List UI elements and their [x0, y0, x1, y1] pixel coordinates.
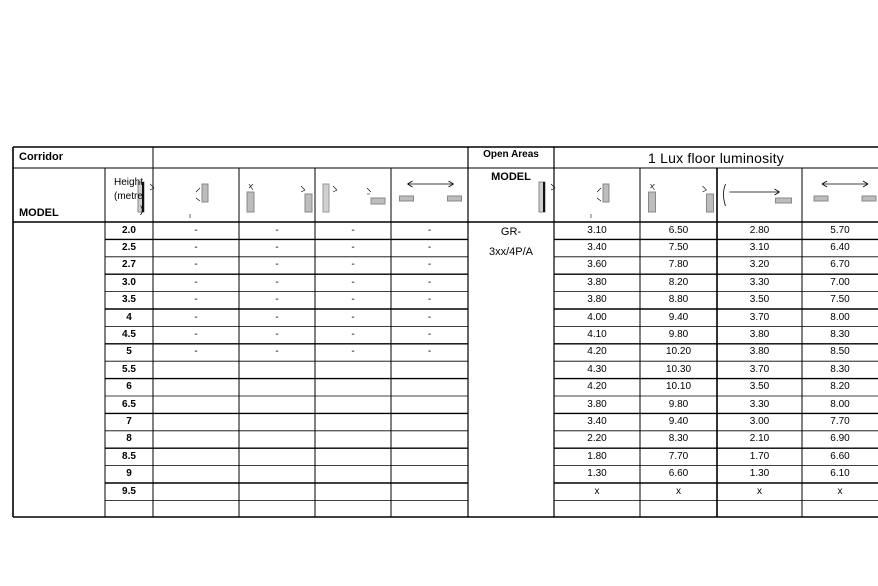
- corridor-value-cell: [391, 396, 468, 413]
- open-area-value-cell: 3.80: [587, 294, 607, 306]
- open-area-value-cell: 4.20: [587, 346, 607, 358]
- open-area-value-cell: 3.70: [749, 311, 770, 323]
- corridor-value-cell: [391, 413, 468, 430]
- open-area-value-cell: 9.80: [668, 329, 689, 341]
- corridor-value-cell: [153, 448, 239, 465]
- wall-fixture-side-icon: [649, 184, 714, 212]
- corridor-value-cell: -: [351, 329, 355, 341]
- open-area-value-cell: 2.80: [749, 224, 770, 236]
- height-cell: 6.5: [122, 398, 136, 410]
- model-header-right: MODEL: [491, 170, 531, 183]
- corridor-header: Corridor: [19, 150, 63, 163]
- corridor-value-cell: [391, 483, 468, 500]
- open-area-value-cell: 4.20: [587, 381, 607, 393]
- corridor-value-cell: -: [194, 224, 198, 236]
- height-cell: 6: [126, 381, 132, 393]
- corridor-value-cell: -: [275, 329, 279, 341]
- open-area-value-cell: 3.80: [749, 329, 770, 341]
- open-area-value-cell: 6.70: [830, 259, 850, 271]
- open-area-value-cell: 3.30: [749, 276, 770, 288]
- corridor-value-cell: [153, 483, 239, 500]
- corridor-value-cell: [153, 361, 239, 378]
- open-area-value-cell: 10.20: [665, 346, 692, 358]
- open-area-value-cell: 3.80: [587, 398, 607, 410]
- corridor-value-cell: [153, 379, 239, 396]
- corridor-value-cell: -: [351, 311, 355, 323]
- corridor-value-cell: -: [194, 346, 198, 358]
- height-cell: 3.5: [122, 294, 136, 306]
- height-cell: 4: [126, 311, 132, 323]
- corridor-value-cell: -: [194, 329, 198, 341]
- open-area-value-cell: 2.20: [587, 433, 607, 445]
- corridor-value-cell: [239, 413, 315, 430]
- height-label-line: (metre: [114, 191, 143, 202]
- height-cell: 4.5: [122, 329, 136, 341]
- corridor-value-cell: [239, 448, 315, 465]
- open-area-value-cell: 1.70: [749, 450, 770, 462]
- wall-fixture-side-icon: [247, 184, 312, 212]
- open-area-value-cell: 6.90: [830, 433, 850, 445]
- open-area-value-cell: 3.80: [749, 346, 770, 358]
- open-area-value-cell: 3.30: [749, 398, 770, 410]
- corridor-value-cell: [239, 379, 315, 396]
- open-area-value-cell: 7.80: [668, 259, 689, 271]
- height-cell: 7: [126, 416, 132, 428]
- height-cell: 5.5: [122, 363, 136, 375]
- corridor-value-cell: -: [351, 224, 355, 236]
- open-area-value-cell: 1.80: [587, 450, 607, 462]
- model-value-line: GR-: [500, 226, 522, 238]
- open-area-value-cell: 8.30: [830, 363, 850, 375]
- luminosity-title: 1 Lux floor luminosity: [648, 150, 784, 166]
- height-label-line: Height: [114, 177, 143, 188]
- open-area-value-cell: 10.30: [665, 363, 692, 375]
- open-area-value-cell: 7.70: [668, 450, 689, 462]
- open-area-value-cell: 6.50: [668, 224, 689, 236]
- open-area-value-cell: 3.60: [587, 259, 607, 271]
- open-areas-header: Open Areas: [483, 149, 539, 160]
- corridor-value-cell: -: [427, 276, 432, 288]
- height-cell: 2.5: [122, 242, 136, 254]
- open-area-value-cell: x: [837, 485, 843, 497]
- corridor-value-cell: [315, 431, 391, 448]
- corridor-value-cell: -: [194, 276, 198, 288]
- open-area-value-cell: x: [757, 485, 762, 497]
- corridor-value-cell: [239, 361, 315, 378]
- open-area-value-cell: 8.80: [668, 294, 689, 306]
- open-area-value-cell: 3.70: [749, 363, 770, 375]
- open-area-value-cell: 8.30: [668, 433, 689, 445]
- open-area-value-cell: 10.10: [665, 381, 692, 393]
- wall-fixture-high-icon: [323, 184, 385, 212]
- corridor-value-cell: [315, 396, 391, 413]
- wall-fixture-corner-icon: [539, 182, 609, 218]
- open-area-value-cell: 4.00: [587, 311, 607, 323]
- corridor-value-cell: -: [194, 294, 198, 306]
- corridor-value-cell: [153, 431, 239, 448]
- open-area-value-cell: 7.50: [830, 294, 850, 306]
- corridor-value-cell: [153, 466, 239, 483]
- corridor-value-cell: -: [427, 242, 432, 254]
- open-area-value-cell: 2.10: [749, 433, 770, 445]
- open-area-value-cell: 3.50: [749, 381, 770, 393]
- corridor-value-cell: -: [194, 311, 198, 323]
- open-area-value-cell: 4.30: [587, 363, 607, 375]
- open-area-value-cell: 5.70: [830, 224, 850, 236]
- corridor-value-cell: -: [275, 346, 279, 358]
- open-area-value-cell: 9.40: [668, 416, 689, 428]
- model-value-line: 3xx/4P/A: [488, 246, 534, 258]
- corridor-value-cell: -: [275, 242, 279, 254]
- open-area-value-cell: 3.80: [587, 276, 607, 288]
- open-area-value-cell: 7.00: [830, 276, 850, 288]
- corridor-value-cell: [391, 361, 468, 378]
- corridor-value-cell: -: [351, 346, 355, 358]
- height-cell: 2.7: [122, 259, 136, 271]
- corridor-value-cell: -: [275, 311, 279, 323]
- corridor-value-cell: -: [194, 242, 198, 254]
- open-area-value-cell: 6.60: [830, 450, 850, 462]
- open-area-value-cell: 8.00: [830, 311, 850, 323]
- open-area-value-cell: 3.40: [587, 242, 607, 254]
- open-area-value-cell: 6.40: [830, 242, 850, 254]
- corridor-value-cell: [315, 448, 391, 465]
- corridor-value-cell: [239, 431, 315, 448]
- open-area-value-cell: 6.60: [668, 468, 689, 480]
- corridor-value-cell: -: [275, 259, 279, 271]
- corridor-value-cell: -: [427, 224, 432, 236]
- open-area-value-cell: 8.20: [830, 381, 850, 393]
- corridor-value-cell: [315, 466, 391, 483]
- open-area-value-cell: 8.30: [830, 329, 850, 341]
- height-cell: 8: [126, 433, 132, 445]
- corridor-value-cell: -: [275, 294, 279, 306]
- height-label-line: ): [140, 205, 144, 216]
- corridor-value-cell: -: [275, 224, 279, 236]
- corridor-value-cell: [315, 361, 391, 378]
- height-cell: 5: [126, 346, 132, 358]
- open-area-value-cell: 3.20: [749, 259, 770, 271]
- open-area-value-cell: 8.50: [830, 346, 850, 358]
- corridor-value-cell: [239, 396, 315, 413]
- corridor-value-cell: -: [194, 259, 198, 271]
- height-header: [105, 176, 153, 222]
- corridor-value-cell: -: [275, 276, 279, 288]
- corridor-value-cell: [315, 483, 391, 500]
- open-area-value-cell: 3.00: [749, 416, 770, 428]
- corridor-value-cell: [153, 413, 239, 430]
- corridor-span-icon: [400, 181, 462, 201]
- height-cell: 3.0: [122, 276, 136, 288]
- open-area-value-cell: 7.50: [668, 242, 689, 254]
- corridor-value-cell: -: [427, 311, 432, 323]
- corridor-value-cell: [391, 431, 468, 448]
- open-area-value-cell: 1.30: [587, 468, 607, 480]
- height-cell: 2.0: [122, 224, 136, 236]
- open-area-value-cell: 1.30: [749, 468, 770, 480]
- corridor-value-cell: -: [351, 294, 355, 306]
- corridor-value-cell: -: [351, 276, 355, 288]
- model-value: [468, 222, 554, 262]
- corridor-value-cell: -: [427, 294, 432, 306]
- corridor-value-cell: -: [351, 259, 355, 271]
- open-area-value-cell: 3.40: [587, 416, 607, 428]
- corridor-value-cell: [153, 396, 239, 413]
- open-area-value-cell: 3.50: [749, 294, 770, 306]
- open-area-value-cell: 9.40: [668, 311, 689, 323]
- corridor-value-cell: -: [351, 242, 355, 254]
- height-cell: 9: [126, 468, 132, 480]
- corridor-value-cell: -: [427, 329, 432, 341]
- corridor-value-cell: [391, 466, 468, 483]
- corridor-value-cell: [391, 448, 468, 465]
- open-area-value-cell: x: [676, 485, 681, 497]
- corridor-value-cell: [315, 379, 391, 396]
- open-area-value-cell: 4.10: [587, 329, 607, 341]
- wall-fixture-floor-span-icon: [724, 184, 792, 206]
- corridor-value-cell: -: [427, 346, 432, 358]
- open-area-value-cell: 3.10: [587, 224, 607, 236]
- model-header-left: MODEL: [19, 206, 59, 219]
- height-cell: 9.5: [122, 485, 136, 497]
- open-area-value-cell: 8.20: [668, 276, 689, 288]
- open-area-span-icon: [814, 181, 876, 201]
- corridor-value-cell: [239, 483, 315, 500]
- open-area-value-cell: x: [594, 485, 600, 497]
- corridor-value-cell: [391, 379, 468, 396]
- open-area-value-cell: 9.80: [668, 398, 689, 410]
- corridor-value-cell: [315, 413, 391, 430]
- open-area-value-cell: 3.10: [749, 242, 770, 254]
- open-area-value-cell: 8.00: [830, 398, 850, 410]
- height-cell: 8.5: [122, 450, 136, 462]
- open-area-value-cell: 6.10: [830, 468, 850, 480]
- corridor-value-cell: [239, 466, 315, 483]
- corridor-value-cell: -: [427, 259, 432, 271]
- open-area-value-cell: 7.70: [830, 416, 850, 428]
